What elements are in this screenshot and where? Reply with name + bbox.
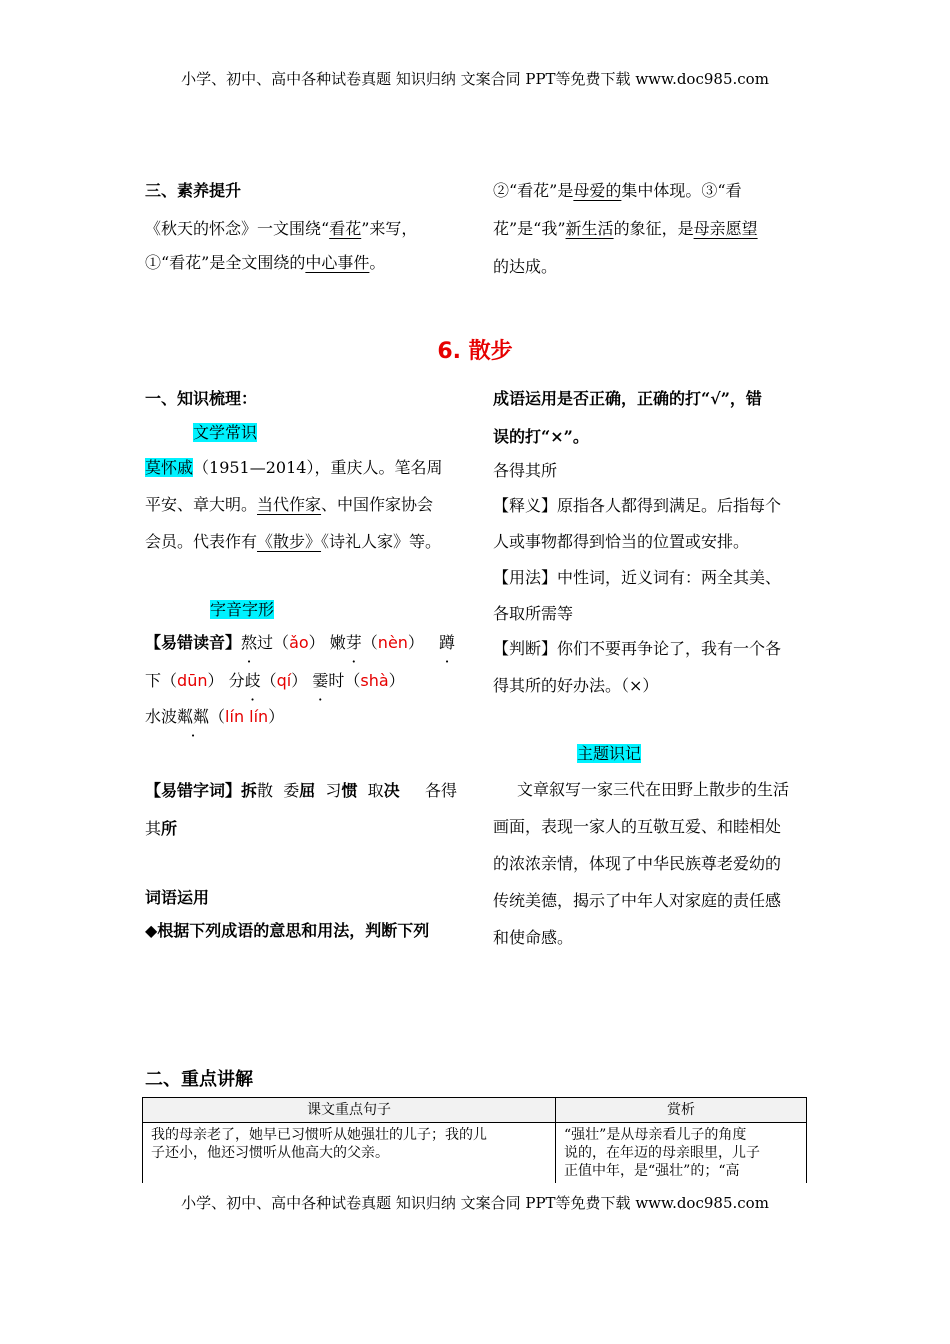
tag-literature: 文学常识 — [193, 423, 258, 442]
prev-line-5: 的达成。 — [493, 257, 558, 276]
idiom-term: 各得其所 — [493, 461, 558, 480]
usage-line-1: 【用法】中性词，近义词有：两全其美、 — [493, 568, 782, 587]
theme-line-3: 的浓浓亲情，体现了中华民族尊老爱幼的 — [493, 854, 782, 873]
err-line-1: 【易错字词】拆散 委屈 习惯 取决 — [145, 781, 400, 800]
page-header: 小学、初中、高中各种试卷真题 知识归纳 文案合同 PPT等免费下载 www.doc985.com — [181, 70, 769, 88]
table-cell-sentence: 我的母亲老了，她早已习惯听从她强壮的儿子；我的儿 子还小，他还习惯听从他高大的父亲。 — [143, 1123, 556, 1184]
pron-line-3: 水波粼粼（lín lín） — [145, 707, 285, 726]
judge-line-2: 得其所的好办法。（×） — [493, 676, 659, 695]
author-line-3: 会员。代表作有《散步》《诗礼人家》等。 — [145, 532, 442, 551]
section-heading-key-points: 二、重点讲解 — [145, 1069, 253, 1090]
tag-pronunciation: 字音字形 — [210, 600, 275, 619]
table-row — [143, 1123, 807, 1184]
author-line-2: 平安、章大明。当代作家、中国作家协会 — [145, 495, 434, 514]
question-line-2: 成语运用是否正确，正确的打“√”，错 — [493, 389, 762, 408]
theme-line-2: 画面，表现一家人的互敬互爱、和睦相处 — [493, 817, 782, 836]
section-heading-knowledge: 一、知识梳理： — [145, 389, 258, 408]
key-sentence-table — [142, 1097, 807, 1183]
lesson-title: 6. 散步 — [437, 339, 513, 364]
key-sentence-table-clip — [142, 1097, 807, 1183]
section-heading-literacy: 三、素养提升 — [145, 181, 242, 200]
table-header-sentence: 课文重点句子 — [143, 1098, 556, 1123]
meaning-line-1: 【释义】原指各人都得到满足。后指每个 — [493, 496, 782, 515]
table-cell-analysis: “强壮”是从母亲看儿子的角度 说的，在年迈的母亲眼里，儿子 正值中年，是“强壮”的；“高 — [556, 1123, 807, 1184]
theme-line-1: 文章叙写一家三代在田野上散步的生活 — [517, 780, 790, 799]
usage-line-2: 各取所需等 — [493, 604, 574, 623]
meaning-line-2: 人或事物都得到恰当的位置或安排。 — [493, 532, 750, 551]
theme-line-5: 和使命感。 — [493, 928, 574, 947]
pron-word-squat: 蹲 — [439, 633, 456, 652]
table-header-analysis: 赏析 — [556, 1098, 807, 1123]
err-line-2: 其所 — [145, 819, 178, 838]
judge-line-1: 【判断】你们不要再争论了，我有一个各 — [493, 639, 782, 658]
page-footer: 小学、初中、高中各种试卷真题 知识归纳 文案合同 PPT等免费下载 www.doc985.com — [181, 1194, 769, 1212]
question-line-3: 误的打“×”。 — [493, 427, 589, 446]
prev-line-2: ①“看花”是全文围绕的中心事件。 — [145, 253, 386, 272]
theme-line-4: 传统美德，揭示了中年人对家庭的责任感 — [493, 891, 782, 910]
prev-line-3: ②“看花”是母爱的集中体现。③“看 — [493, 181, 742, 200]
prev-line-4: 花”是“我”新生活的象征，是母亲愿望 — [493, 219, 758, 238]
tag-theme: 主题识记 — [577, 744, 642, 763]
word-use-heading: 词语运用 — [145, 888, 210, 907]
question-line-1: ◆根据下列成语的意思和用法，判断下列 — [145, 921, 430, 940]
pron-line-1: 【易错读音】熬过（ǎo） 嫩芽（nèn） — [145, 633, 424, 652]
author-line-1: 莫怀戚（1951—2014），重庆人。笔名周 — [145, 458, 443, 477]
pron-line-2: 下（dūn） 分歧（qí） 霎时（shà） — [145, 671, 405, 690]
err-word-gede: 各得 — [425, 781, 458, 800]
prev-line-1: 《秋天的怀念》一文围绕“看花”来写， — [145, 219, 418, 238]
